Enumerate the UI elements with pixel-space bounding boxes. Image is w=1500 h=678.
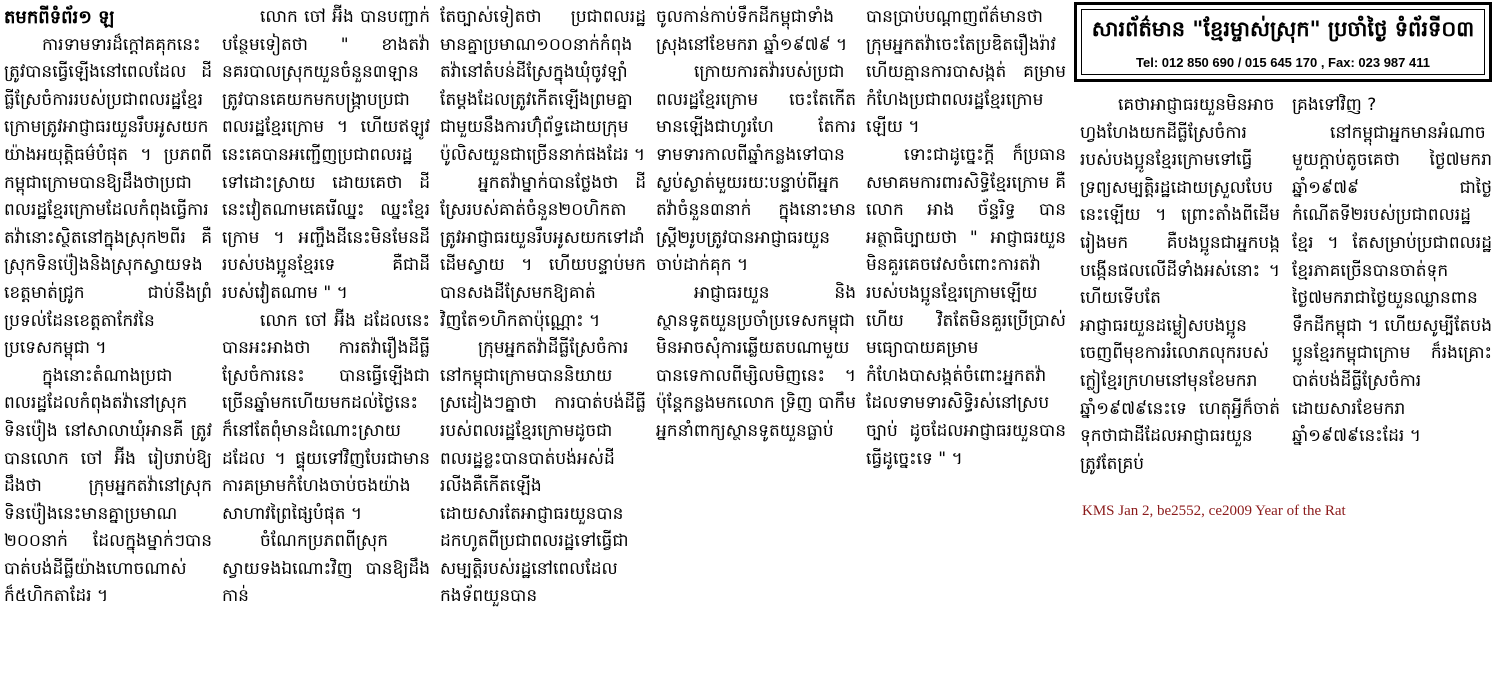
article-column-7 [1292,92,1492,500]
article-paragraph: ការទាមទារដ៏ក្តៅគគុកនេះ ត្រូវបានធ្វើឡើងនៅពេលដែល ដីធ្លីស្រែចំការរបស់ប្រជាពលរដ្ឋខ្មែរក្រោមត្រូវអាជ្ញាធរយួនរឹបអូសយកយ៉ាងអយុត្តិធម៌បំផុត ។ ប្រភពពីកម្ពុជាក្រោមបានឱ្យដឹងថាប្រជាពលរដ្ឋខ្មែរក្រោមដែលកំពុងធ្វើការតវ៉ានោះស្ថិតនៅក្នុងស្រុក២ពីរ គឺស្រុកទិនប៉ៀងនិងស្រុកស្វាយទង ខេត្តមាត់ជ្រូក ជាប់នឹងព្រំប្រទល់ដែនខេត្តតាកែវនៃប្រទេសកម្ពុជា ។ [4,34,212,359]
article-paragraph: គេថាអាជ្ញាធរយួនមិនអាចហ្វងហែងយកដីធ្លីស្រែចំការរបស់បងប្អូនខ្មែរក្រោមទៅធ្វើទ្រព្យសម្បត្តិរដ្ឋដោយស្រួលបែបនេះឡើយ ។ ព្រោះតាំងពីដើមរៀងមក គឺបងប្អូនជាអ្នកបង្កបង្កើនផលលើដីទាំងអស់នោះ ។ ហើយទើបតែអាជ្ញាធរយួនដម្លៀសបងប្អូនចេញពីមុខការរំលោភលុករបស់ក្លៀខ្មែរក្រហមនៅមុនខែមករា ឆ្នាំ១៩៧៩នេះទេ ហេតុអ្វីក៏ចាត់ទុកថាជាដីដែលអាជ្ញាធរយួនត្រូវតែគ្រប់ [1080,95,1280,474]
masthead-inner-border [1081,9,1485,75]
article-paragraph: បានប្រាប់បណ្តាញព័ត៌មានថា ក្រុមអ្នកតវ៉ាចេះតែប្រឌិតរឿងរ៉ាវ ហើយគ្មានការបាសង្កត់ គម្រាមកំហែងប្រជាពលរដ្ឋខ្មែរក្រោមឡើយ ។ [866,7,1066,138]
article-column-2 [222,4,430,672]
masthead-title: សារព័ត៌មាន "ខ្មែរម្ចាស់ស្រុក" ប្រចាំថ្ងៃ ទំព័រទី០៣ [1091,17,1475,41]
masthead-box [1074,2,1492,82]
article-paragraph: ចំណែកប្រភពពីស្រុកស្វាយទងឯណោះវិញ បានឱ្យដឹងកាន់ [222,531,430,607]
article-paragraph: គ្រងទៅវិញ ? [1292,95,1377,115]
article-paragraph: អ្នកតវ៉ាម្នាក់បានថ្លែងថា ដីស្រែរបស់គាត់ចំនួន២០ហិកតាត្រូវអាជ្ញាធរយួនរឹបអូសយកទៅដាំដើមស្វាយ ។ ហើយបន្ទាប់មកបានសងដីស្រែមកឱ្យគាត់វិញតែ១ហិកតាប៉ុណ្ណោះ ។ [440,172,646,331]
article-paragraph: លោក ចៅ អ៊ីង ដដែលនេះបានអះអាងថា ការតវ៉ារឿងដីធ្លីស្រែចំការនេះ បានធ្វើឡើងជាច្រើនឆ្នាំមកហើយមកដល់ថ្ងៃនេះ ក៏នៅតែពុំមានដំណោះស្រាយដដែល ។ ផ្ទុយទៅវិញបែរជាមានការគម្រាមកំហែងចាប់ចងយ៉ាងសាហាវព្រៃផ្សៃបំផុត ។ [222,310,430,524]
masthead-contact: Tel: 012 850 690 / 015 645 170 , Fax: 023 987 411 [1136,55,1430,70]
article-paragraph: ទោះជាដូច្នេះក្តី ក៏ប្រធានសមាគមការពារសិទ្ធិខ្មែរក្រោម គឺលោក អាង ច័ន្ទរិទ្ធ បានអត្ថាធិប្បាយថា " អាជ្ញាធរយួនមិនគួរគេចវេសចំពោះការតវ៉ារបស់បងប្អូនខ្មែរក្រោមឡើយហើយ វិតតែមិនគួរប្រើប្រាស់មធ្យោបាយគម្រាមកំហែងបាសង្កត់ចំពោះអ្នកតវ៉ាដែលទាមទារសិទ្ធិរស់នៅស្របច្បាប់ ដូចដែលអាជ្ញាធរយួនបានធ្វើដូច្នេះទេ " ។ [866,144,1066,469]
article-column-1 [4,4,212,672]
article-paragraph: តែច្បាស់ទៀតថា ប្រជាពលរដ្ឋមានគ្នាប្រមាណ១០០នាក់កំពុងតវ៉ានៅតំបន់ដីស្រែក្នុងឃុំចូវឡាំ តែម្តងដែលត្រូវកើតឡើងព្រមគ្នាជាមួយនឹងការហ៊ុំព័ទ្ធដោយក្រុមប៉ូលិសយួនជាច្រើននាក់ផងដែរ ។ [440,7,646,165]
article-paragraph: លោក ចៅ អ៊ីង បានបញ្ជាក់បន្ថែមទៀតថា " ខាងតវ៉ានគរបាលស្រុកយួនចំនួន៣ឡានត្រូវបានគេយកមកបង្ក្រាបប្រជាពលរដ្ឋខ្មែរក្រោម ។ ហើយឥឡូវនេះគេបានអញ្ជើញប្រជាពលរដ្ឋទៅដោះស្រាយ ដោយគេថា ដីនេះវៀតណាមគេរើឈ្នះ ឈ្នះខ្មែរក្រោម ។ អញ្ចឹងដីនេះមិនមែនដីរបស់បងប្អូនខ្មែរទេ គឺជាដីរបស់វៀតណាម " ។ [222,7,430,303]
article-paragraph: ក្នុងនោះតំណាងប្រជាពលរដ្ឋដែលកំពុងតវ៉ានៅស្រុកទិនប៉ៀង នៅសាលាឃុំអានគី ត្រូវបានលោក ចៅ អ៊ីង រៀបរាប់ឱ្យដឹងថា ក្រុមអ្នកតវ៉ានៅស្រុកទិនប៉ៀងនេះមានគ្នាប្រមាណ ២០០នាក់ ដែលក្នុងម្នាក់ៗបានបាត់បង់ដីធ្លីយ៉ាងហោចណាស់ក៏៥ហិកតាដែរ ។ [4,365,212,607]
article-paragraph: ចូលកាន់កាប់ទឹកដីកម្ពុជាទាំងស្រុងនៅខែមករា ឆ្នាំ១៩៧៩ ។ [656,7,848,55]
article-column-5 [866,4,1066,504]
article-paragraph: អាជ្ញាធរយួន និងស្ថានទូតយួនប្រចាំប្រទេសកម្ពុជាមិនអាចសុំការឆ្លើយតបណាមួយបានទេកាលពីម្សិលមិញនេះ ។ ប៉ុន្តែកន្លងមកលោក ទ្រិញ បាកឹម អ្នកនាំពាក្យស្ថានទូតយួនធ្លាប់ [656,282,856,441]
article-paragraph: នៅកម្ពុជាអ្នកមានអំណាចមួយក្តាប់តូចគេថា ថ្ងៃ៧មករា ឆ្នាំ១៩៧៩ ជាថ្ងៃកំណើតទី២របស់ប្រជាពលរដ្ឋខ្មែរ ។ តែសម្រាប់ប្រជាពលរដ្ឋខ្មែរភាគច្រើនបានចាត់ទុកថ្ងៃ៧មករាជាថ្ងៃយួនឈ្លានពានទឹកដីកម្ពុជា ។ ហើយសូម្បីតែបងប្អូនខ្មែរកម្ពុជាក្រោម ក៏រងគ្រោះបាត់បង់ដីធ្លីស្រែចំការ ដោយសារខែមករា ឆ្នាំ១៩៧៩នេះដែរ ។ [1292,122,1492,447]
article-paragraph: ក្រោយការតវ៉ារបស់ប្រជាពលរដ្ឋខ្មែរក្រោម ចេះតែកើតមានឡើងជាហូរហែ តែការទាមទារកាលពីឆ្នាំកន្លងទៅបានស្ងប់ស្ងាត់មួយរយៈបន្ទាប់ពីអ្នកតវ៉ាចំនួន៣នាក់ ក្នុងនោះមានស្ត្រី២រូបត្រូវបានអាជ្ញាធរយួនចាប់ដាក់គុក ។ [656,62,856,276]
continued-from-label: តមកពីទំព័រ១ ឡ [4,7,115,28]
footer-dateline: KMS Jan 2, be2552, ce2009 Year of the Rat [1082,503,1346,519]
article-column-3 [440,4,646,672]
article-paragraph: ក្រុមអ្នកតវ៉ាដីធ្លីស្រែចំការនៅកម្ពុជាក្រោមបាននិយាយស្រដៀងៗគ្នាថា ការបាត់បង់ដីធ្លីរបស់ពលរដ្ឋខ្មែរក្រោមដូចជាពលរដ្ឋខ្លះបានបាត់បង់អស់ដីរលីងគឺកើតឡើងដោយសារតែអាជ្ញាធរយួនបានដកហូតពីប្រជាពលរដ្ឋទៅធ្វើជាសម្បត្តិរបស់រដ្ឋនៅពេលដែលកងទ័ពយួនបាន [440,338,646,607]
article-column-6 [1080,92,1280,500]
article-column-4 [656,4,856,584]
